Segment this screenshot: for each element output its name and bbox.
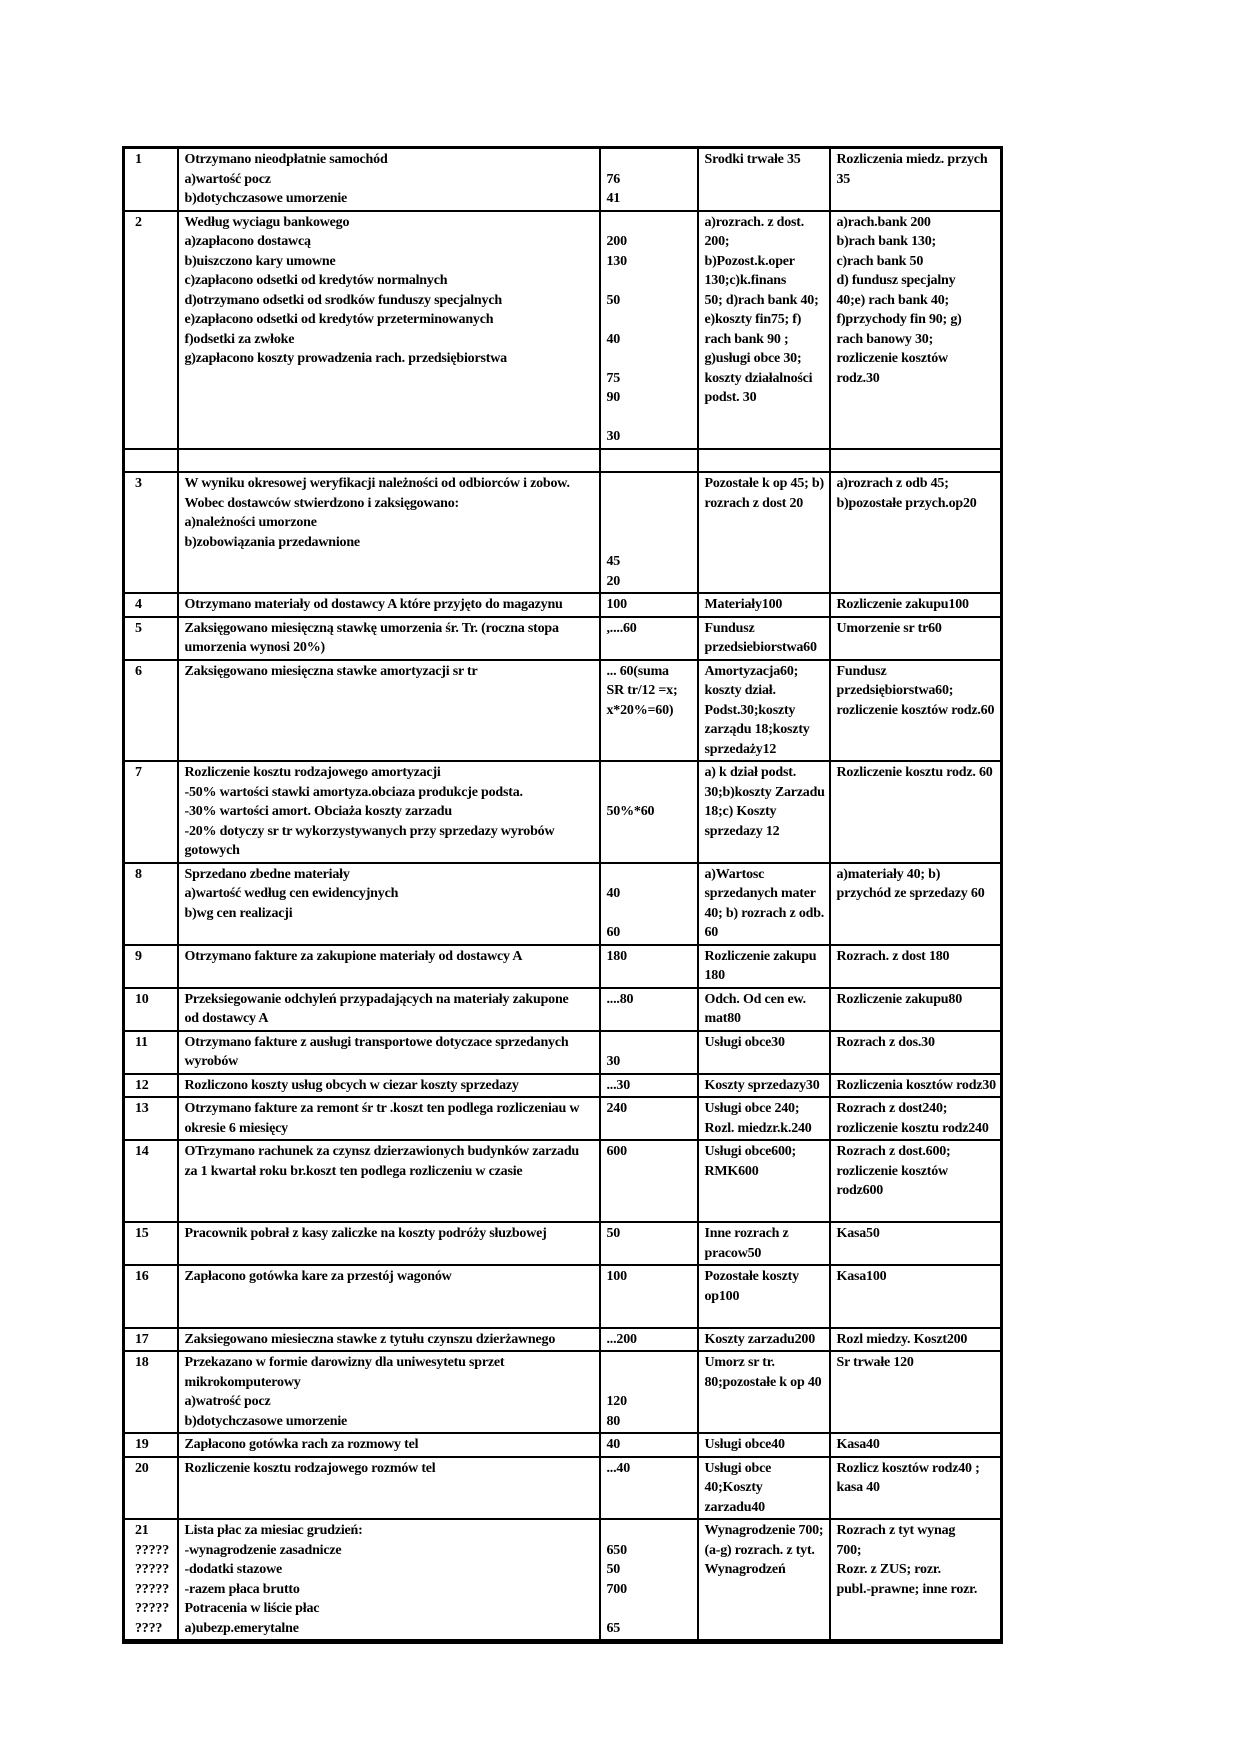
cell-amount xyxy=(600,1097,698,1140)
cell-line: -50% wartości stawki amortyza.obciaza produkcje podsta. xyxy=(184,784,523,800)
cell-line: 60 xyxy=(606,925,621,940)
cell-line: podst. 30 xyxy=(704,390,757,405)
cell-debit-account: Srodki trwałe 35 xyxy=(698,148,830,211)
table-row xyxy=(124,1351,1002,1433)
cell-credit-account: Umorzenie sr tr60 xyxy=(830,617,1002,660)
table-row xyxy=(124,863,1002,945)
cell-line: a)rozrach. z dost. xyxy=(704,214,805,230)
cell-credit-account xyxy=(830,449,1002,473)
cell-line: ...30 xyxy=(606,1077,631,1093)
cell-line: g)zapłacono koszty prowadzenia rach. przedsiębiorstwa xyxy=(184,351,507,366)
cell-line: a)zapłacono dostawcą xyxy=(184,234,311,249)
cell-line: 50 xyxy=(606,1562,621,1577)
cell-entry-number: 16 xyxy=(124,1265,178,1328)
table-row xyxy=(124,449,1002,473)
cell-line: 100 xyxy=(606,597,627,612)
cell-line xyxy=(607,533,694,553)
cell-amount xyxy=(600,211,698,449)
cell-entry-number xyxy=(124,449,178,473)
cell-line xyxy=(607,408,694,428)
cell-line: f)przychody fin 90; g) xyxy=(836,312,962,327)
cell-line: 20 xyxy=(606,573,621,589)
cell-debit-account: Materiały100 xyxy=(698,593,830,617)
cell-entry-number: 2 xyxy=(124,211,178,449)
cell-line: 41 xyxy=(606,191,621,206)
cell-line xyxy=(607,150,694,170)
cell-line: publ.-prawne; inne rozr. xyxy=(836,1581,978,1597)
cell-line: Pracownik pobrał z kasy zaliczke na koszty podróży słuzbowej xyxy=(184,1226,547,1241)
cell-line: Przekazano w formie darowizny dla uniwesytetu sprzet xyxy=(184,1355,505,1370)
cell-line xyxy=(607,271,694,291)
cell-debit-account: Koszty sprzedazy30 xyxy=(698,1074,830,1098)
cell-line: Zapłacono gotówka kare za przestój wagonów xyxy=(184,1269,452,1284)
cell-line: 240 xyxy=(606,1101,627,1116)
cell-amount xyxy=(600,988,698,1031)
cell-line: 50 xyxy=(606,292,621,308)
cell-line xyxy=(607,904,694,924)
cell-line: rach bank 90 ; xyxy=(704,331,789,347)
cell-line: rodz.30 xyxy=(836,370,880,386)
cell-credit-account: Rozliczenie zakupu80 xyxy=(830,988,1002,1031)
cell-line: -wynagrodzenie zasadnicze xyxy=(184,1542,342,1558)
cell-debit-account: Usługi obce 40;Koszty zarzadu40 xyxy=(698,1457,830,1520)
cell-line: a)ubezp.emerytalne xyxy=(184,1620,299,1636)
cell-line: 200 xyxy=(606,234,627,249)
cell-entry-number: 14 xyxy=(124,1140,178,1222)
cell-credit-account: Rozrach z dost.600; rozliczenie kosztów rodz600 xyxy=(830,1140,1002,1222)
cell-line: d) fundusz specjalny xyxy=(836,273,956,288)
cell-line xyxy=(185,1306,596,1326)
cell-line: 30 xyxy=(606,1054,621,1069)
cell-description xyxy=(178,1265,600,1328)
cell-credit-account: Rozliczenie kosztu rodz. 60 xyxy=(830,761,1002,863)
cell-line: Otrzymano nieodpłatnie samochód xyxy=(184,152,388,167)
cell-line xyxy=(607,763,694,783)
cell-credit-account: Rozrach z dos.30 xyxy=(830,1031,1002,1074)
cell-credit-account: Rozlicz kosztów rodz40 ; kasa 40 xyxy=(830,1457,1002,1520)
cell-line xyxy=(607,1599,694,1619)
cell-line xyxy=(185,572,596,592)
cell-description xyxy=(178,1140,600,1222)
cell-amount xyxy=(600,1140,698,1222)
cell-line: d)otrzymano odsetki od srodków funduszy specjalnych xyxy=(184,292,502,308)
cell-entry-number: 3 xyxy=(124,472,178,593)
cell-line: 21 xyxy=(135,1523,149,1538)
cell-line: 40;e) rach bank 40; xyxy=(836,292,949,308)
table-row xyxy=(124,945,1002,988)
cell-description xyxy=(178,660,600,762)
cell-debit-account: Pozostałe k op 45; b) rozrach z dost 20 xyxy=(698,472,830,593)
cell-description xyxy=(178,617,600,660)
cell-credit-account: a)rozrach z odb 45; b)pozostałe przych.op20 xyxy=(830,472,1002,593)
table-row xyxy=(124,1031,1002,1074)
cell-line: -razem płaca brutto xyxy=(184,1581,300,1597)
cell-line: 130 xyxy=(606,253,627,269)
cell-line: ????? xyxy=(135,1581,170,1597)
cell-line: a)wartość według cen ewidencyjnych xyxy=(184,886,399,901)
cell-line: 650 xyxy=(606,1542,627,1558)
cell-line xyxy=(607,349,694,369)
cell-line xyxy=(185,451,596,471)
cell-line: Otrzymano fakture za zakupione materiały od dostawcy A xyxy=(184,948,523,964)
cell-line: 50 xyxy=(606,1226,621,1241)
cell-entry-number: 11 xyxy=(124,1031,178,1074)
cell-amount xyxy=(600,593,698,617)
cell-line: ????? xyxy=(135,1542,170,1558)
table-row xyxy=(124,617,1002,660)
cell-line: -30% wartości amort. Obciaża koszty zarzadu xyxy=(184,804,452,819)
cell-line: koszty działalności xyxy=(704,370,813,386)
cell-line: 120 xyxy=(606,1394,627,1409)
cell-line: Otrzymano materiały od dostawcy A które przyjęto do magazynu xyxy=(184,597,563,612)
cell-line: c)rach bank 50 xyxy=(836,253,924,269)
cell-entry-number: 19 xyxy=(124,1433,178,1457)
cell-credit-account: Fundusz przedsiębiorstwa60; rozliczenie kosztów rodz.60 xyxy=(830,660,1002,762)
cell-description xyxy=(178,761,600,863)
cell-entry-number: 10 xyxy=(124,988,178,1031)
cell-debit-account: Usługi obce30 xyxy=(698,1031,830,1074)
cell-line: b)wg cen realizacji xyxy=(184,905,293,921)
table-row xyxy=(124,1222,1002,1265)
cell-line: Rozr. z ZUS; rozr. xyxy=(836,1562,941,1577)
cell-description xyxy=(178,988,600,1031)
cell-line: x*20%=60) xyxy=(606,702,674,718)
cell-line: 130;c)k.finans xyxy=(704,273,787,288)
cell-description xyxy=(178,1031,600,1074)
cell-debit-account: Usługi obce40 xyxy=(698,1433,830,1457)
cell-line: 50; d)rach bank 40; xyxy=(704,292,819,308)
cell-debit-account: Fundusz przedsiebiorstwa60 xyxy=(698,617,830,660)
cell-line: ...200 xyxy=(606,1331,637,1347)
cell-description xyxy=(178,1433,600,1457)
cell-amount xyxy=(600,472,698,593)
cell-line: a)wartość pocz xyxy=(184,171,271,187)
cell-line: Zapłacono gotówka rach za rozmowy tel xyxy=(184,1437,419,1452)
cell-line: b)dotychczasowe umorzenie xyxy=(184,191,348,206)
cell-debit-account: a) k dział podst. 30;b)koszty Zarzadu 18;c) Koszty sprzedazy 12 xyxy=(698,761,830,863)
cell-entry-number: 8 xyxy=(124,863,178,945)
cell-description xyxy=(178,1457,600,1520)
cell-amount xyxy=(600,1457,698,1520)
cell-amount xyxy=(600,945,698,988)
cell-amount xyxy=(600,148,698,211)
cell-line: Zaksiegowano miesieczna stawke z tytułu czynszu dzierżawnego xyxy=(184,1331,556,1347)
cell-entry-number: 17 xyxy=(124,1328,178,1352)
cell-entry-number: 15 xyxy=(124,1222,178,1265)
table-row xyxy=(124,472,1002,593)
cell-entry-number: 7 xyxy=(124,761,178,863)
cell-line: 76 xyxy=(606,171,621,187)
cell-line: Przeksiegowanie odchyleń przypadających na materiały zakupone xyxy=(184,991,569,1007)
cell-line: Zaksięgowano miesięczna stawke amortyzacji sr tr xyxy=(184,663,478,679)
cell-line: od dostawcy A xyxy=(184,1011,269,1026)
cell-line: Potracenia w liście płac xyxy=(184,1601,320,1616)
table-row xyxy=(124,1265,1002,1328)
cell-line: Rozliczenie kosztu rodzajowego rozmów tel xyxy=(184,1460,436,1476)
cell-line: a)rach.bank 200 xyxy=(836,214,931,230)
cell-line: Otrzymano fakture z ausługi transportowe dotyczace sprzedanych xyxy=(184,1034,569,1050)
cell-line: 30 xyxy=(606,429,621,444)
cell-credit-account xyxy=(830,211,1002,449)
cell-line: 75 xyxy=(606,370,621,386)
cell-line: c)zapłacono odsetki od kredytów normalnych xyxy=(184,273,448,288)
cell-line: ???? xyxy=(135,1620,163,1636)
cell-line xyxy=(185,1287,596,1307)
cell-line: rach banowy 30; xyxy=(836,331,934,347)
cell-entry-number: 5 xyxy=(124,617,178,660)
cell-entry-number: 9 xyxy=(124,945,178,988)
table-row xyxy=(124,1097,1002,1140)
table-row xyxy=(124,1140,1002,1222)
cell-line: 65 xyxy=(606,1620,621,1636)
cell-description xyxy=(178,211,600,449)
cell-credit-account: Rozl miedzy. Koszt200 xyxy=(830,1328,1002,1352)
cell-line: 180 xyxy=(606,948,627,964)
cell-line: W wyniku okresowej weryfikacji należności od odbiorców i zobow. xyxy=(184,476,570,491)
table-row xyxy=(124,148,1002,211)
cell-entry-number: 12 xyxy=(124,1074,178,1098)
cell-entry-number xyxy=(124,1519,178,1642)
table-row xyxy=(124,660,1002,762)
cell-credit-account: Kasa40 xyxy=(830,1433,1002,1457)
table-row xyxy=(124,1519,1002,1642)
cell-line: Rozliczono koszty usług obcych w ciezar koszty sprzedazy xyxy=(184,1077,519,1093)
cell-debit-account: Umorz sr tr. 80;pozostałe k op 40 xyxy=(698,1351,830,1433)
cell-line xyxy=(607,513,694,533)
cell-line: Lista płac za miesiac grudzień: xyxy=(184,1523,363,1538)
cell-credit-account: a)materiały 40; b) przychód ze sprzedazy 60 xyxy=(830,863,1002,945)
cell-line: a)watrość pocz xyxy=(184,1394,271,1409)
table-row xyxy=(124,1457,1002,1520)
cell-line xyxy=(607,865,694,885)
cell-debit-account xyxy=(698,211,830,449)
cell-line xyxy=(135,451,174,471)
cell-line: e)zapłacono odsetki od kredytów przeterminowanych xyxy=(184,312,494,327)
cell-line: ....80 xyxy=(606,991,634,1007)
cell-credit-account: Rozliczenia miedz. przych 35 xyxy=(830,148,1002,211)
cell-entry-number: 6 xyxy=(124,660,178,762)
cell-line: 100 xyxy=(606,1269,627,1284)
table-row xyxy=(124,1433,1002,1457)
cell-line xyxy=(607,1373,694,1393)
cell-line: b)rach bank 130; xyxy=(836,234,936,249)
cell-description xyxy=(178,1351,600,1433)
cell-line: e)koszty fin75; f) xyxy=(704,312,802,327)
cell-debit-account: Usługi obce 240; Rozl. miedzr.k.240 xyxy=(698,1097,830,1140)
cell-line: rozliczenie kosztów xyxy=(836,351,948,366)
cell-line: b)uiszczono kary umowne xyxy=(184,253,336,269)
table-row xyxy=(124,1328,1002,1352)
cell-line xyxy=(607,213,694,233)
cell-credit-account: Rozrach. z dost 180 xyxy=(830,945,1002,988)
cell-line: b)dotychczasowe umorzenie xyxy=(184,1413,348,1429)
cell-line: za 1 kwartał roku br.koszt ten podlega rozliczeniu w czasie xyxy=(184,1163,523,1179)
cell-description xyxy=(178,472,600,593)
cell-credit-account: Sr trwałe 120 xyxy=(830,1351,1002,1433)
cell-credit-account: Kasa100 xyxy=(830,1265,1002,1328)
cell-debit-account: Rozliczenie zakupu 180 xyxy=(698,945,830,988)
cell-line: SR tr/12 =x; xyxy=(606,683,678,698)
cell-line: umorzenia wynosi 20%) xyxy=(184,640,325,655)
cell-description xyxy=(178,945,600,988)
cell-amount xyxy=(600,617,698,660)
cell-line: ????? xyxy=(135,1601,170,1616)
cell-description xyxy=(178,593,600,617)
cell-amount xyxy=(600,660,698,762)
cell-line: ,....60 xyxy=(606,620,637,636)
cell-amount xyxy=(600,1519,698,1642)
cell-line: Wobec dostawców stwierdzono i zaksięgowano: xyxy=(184,495,459,511)
cell-description xyxy=(178,1074,600,1098)
cell-debit-account: a)Wartosc sprzedanych mater 40; b) rozrach z odb. 60 xyxy=(698,863,830,945)
cell-amount xyxy=(600,863,698,945)
cell-line: ????? xyxy=(135,1562,170,1577)
cell-line: mikrokomputerowy xyxy=(184,1374,301,1390)
cell-line: Sprzedano zbedne materiały xyxy=(184,866,350,882)
cell-credit-account: Rozrach z dost240; rozliczenie kosztu rodz240 xyxy=(830,1097,1002,1140)
cell-line xyxy=(607,451,694,471)
cell-entry-number: 4 xyxy=(124,593,178,617)
cell-line xyxy=(185,1181,596,1201)
cell-amount xyxy=(600,1265,698,1328)
cell-amount xyxy=(600,1222,698,1265)
cell-entry-number: 20 xyxy=(124,1457,178,1520)
cell-line xyxy=(607,474,694,494)
cell-line: f)odsetki za zwłoke xyxy=(184,331,295,347)
journal-table xyxy=(122,146,1003,1644)
cell-line xyxy=(607,1521,694,1541)
cell-line: 45 xyxy=(606,554,621,569)
cell-line: OTrzymano rachunek za czynsz dzierzawionych budynków zarzadu xyxy=(184,1144,580,1159)
table-row xyxy=(124,761,1002,863)
cell-description xyxy=(178,1328,600,1352)
cell-line: 40 xyxy=(606,331,621,347)
cell-line: ... 60(suma xyxy=(606,663,669,679)
cell-line xyxy=(607,310,694,330)
table-row xyxy=(124,1074,1002,1098)
cell-line: 700 xyxy=(606,1581,627,1597)
cell-line xyxy=(185,552,596,572)
cell-amount xyxy=(600,1328,698,1352)
cell-debit-account: Usługi obce600; RMK600 xyxy=(698,1140,830,1222)
cell-credit-account: Kasa50 xyxy=(830,1222,1002,1265)
cell-description xyxy=(178,449,600,473)
table-row xyxy=(124,593,1002,617)
cell-line xyxy=(607,783,694,803)
cell-line: b)Pozost.k.oper xyxy=(704,253,795,269)
cell-entry-number: 18 xyxy=(124,1351,178,1433)
cell-line: 40 xyxy=(606,886,621,901)
cell-amount xyxy=(600,1433,698,1457)
cell-line: 600 xyxy=(606,1144,627,1159)
cell-line: g)usługi obce 30; xyxy=(704,351,802,366)
cell-credit-account: Rozliczenie zakupu100 xyxy=(830,593,1002,617)
cell-line xyxy=(185,923,596,943)
cell-description xyxy=(178,1519,600,1642)
cell-amount xyxy=(600,761,698,863)
cell-line: 200; xyxy=(704,234,730,249)
cell-debit-account: Koszty zarzadu200 xyxy=(698,1328,830,1352)
table-row xyxy=(124,211,1002,449)
cell-line: wyrobów xyxy=(184,1054,239,1069)
cell-debit-account: Pozostałe koszty op100 xyxy=(698,1265,830,1328)
table-row xyxy=(124,988,1002,1031)
cell-entry-number: 13 xyxy=(124,1097,178,1140)
cell-line: Zaksięgowano miesięczną stawkę umorzenia śr. Tr. (roczna stopa xyxy=(184,620,559,636)
cell-line: Rozrach z tyt wynag xyxy=(836,1523,956,1538)
cell-line: okresie 6 miesięcy xyxy=(184,1120,288,1136)
cell-line: Według wyciagu bankowego xyxy=(184,214,350,230)
cell-line: 700; xyxy=(836,1542,862,1558)
cell-amount xyxy=(600,1351,698,1433)
cell-debit-account: Odch. Od cen ew. mat80 xyxy=(698,988,830,1031)
cell-line: ...40 xyxy=(606,1460,631,1476)
cell-entry-number: 1 xyxy=(124,148,178,211)
cell-line xyxy=(607,494,694,514)
cell-line: -dodatki stazowe xyxy=(184,1562,283,1577)
cell-credit-account xyxy=(830,1519,1002,1642)
cell-credit-account: Rozliczenia kosztów rodz30 xyxy=(830,1074,1002,1098)
cell-line: a)należności umorzone xyxy=(184,515,317,530)
cell-amount xyxy=(600,1031,698,1074)
cell-debit-account xyxy=(698,449,830,473)
cell-description xyxy=(178,148,600,211)
cell-line: 80 xyxy=(606,1413,621,1429)
cell-line xyxy=(607,1353,694,1373)
journal-table-body xyxy=(124,148,1002,1642)
cell-line: Rozliczenie kosztu rodzajowego amortyzacji xyxy=(184,765,441,780)
cell-line: 50%*60 xyxy=(606,804,655,819)
cell-amount xyxy=(600,449,698,473)
cell-amount xyxy=(600,1074,698,1098)
cell-line: Otrzymano fakture za remont śr tr .koszt ten podlega rozliczeniau w xyxy=(184,1101,580,1116)
cell-line: 90 xyxy=(606,390,621,405)
cell-line xyxy=(185,1201,596,1221)
cell-line: b)zobowiązania przedawnione xyxy=(184,534,360,550)
cell-description xyxy=(178,1097,600,1140)
cell-debit-account: Inne rozrach z pracow50 xyxy=(698,1222,830,1265)
cell-debit-account: Wynagrodzenie 700; (a-g) rozrach. z tyt. Wynagrodzeń xyxy=(698,1519,830,1642)
cell-line xyxy=(607,1033,694,1053)
cell-debit-account: Amortyzacja60; koszty dział. Podst.30;koszty zarządu 18;koszty sprzedaży12 xyxy=(698,660,830,762)
cell-line: gotowych xyxy=(184,843,240,858)
cell-line: -20% dotyczy sr tr wykorzystywanych przy sprzedazy wyrobów xyxy=(184,823,555,839)
cell-line: 40 xyxy=(606,1437,621,1452)
cell-description xyxy=(178,1222,600,1265)
cell-description xyxy=(178,863,600,945)
